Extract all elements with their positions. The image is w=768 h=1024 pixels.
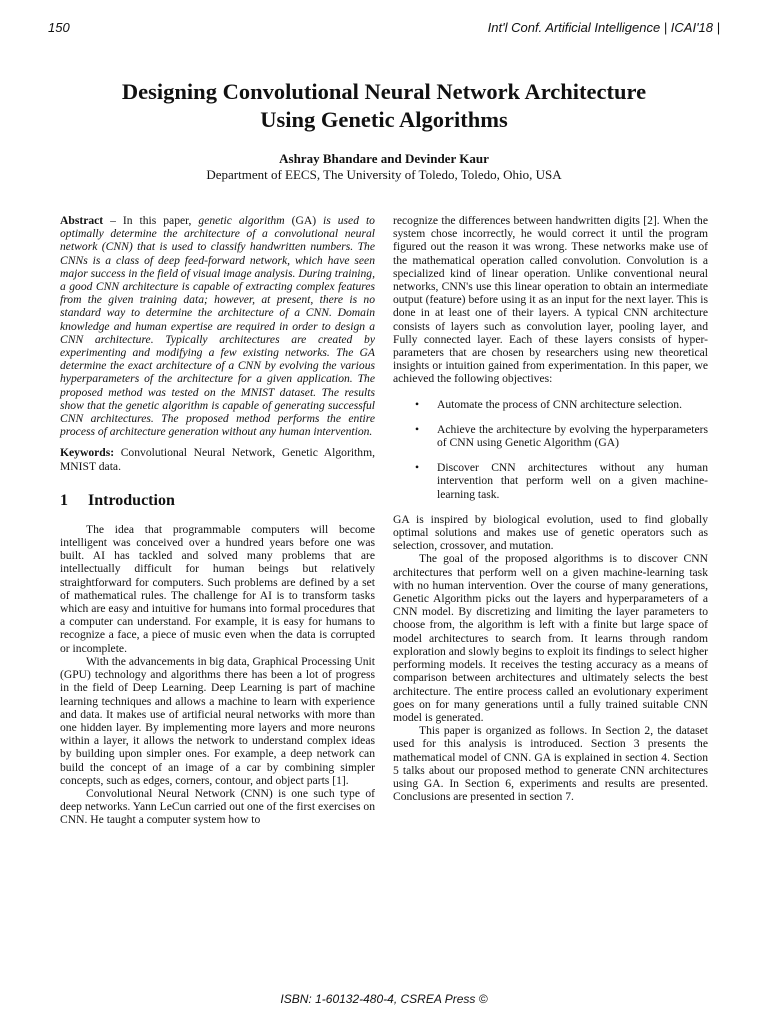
conference-name: Int'l Conf. Artificial Intelligence | ICAI'18 |: [487, 20, 720, 35]
bullet-icon: •: [415, 461, 420, 475]
abstract-label: Abstract: [60, 214, 104, 227]
ga-paragraph: GA is inspired by biological evolution, used to find globally optimal solutions and makes use of genetic operators such as selection, crossover, and mutation.: [393, 512, 708, 553]
abstract-text: is used to optimally determine the architecture of a convolutional neural network (CNN) that is used to classify handwritten numbers. The CNNs is a class of deep feed-forward network, which have seen major success in the field of visual image analysis. During training, a good CNN architecture is capable of extracting complex features from the given training data; however, at present, there is no standard way to determine the architecture of a CNN. Domain knowledge and human expertise are required in order to design a CNN architecture. Typically architectures are created by experimenting and modifying a few existing networks. The GA determine the exact architecture of a CNN by evolving the various hyperparameters of the architecture for a given application. The proposed method was tested on the MNIST dataset. The results show that the genetic algorithm is capable of generating successful CNN architectures. The proposed method performs the entire process of architecture generation without any human intervention.: [60, 214, 375, 439]
abstract-ga-term: genetic algorithm: [198, 214, 285, 227]
organization-paragraph: This paper is organized as follows. In Section 2, the dataset used for this analysis is introduced. Section 3 presents the mathematical model of CNN. GA is explained in section 4. Section 5 talks about our proposed method to generate CNN architectures using GA. In Section 6, experiments and results are presented. Conclusions are presented in section 7.: [393, 724, 708, 804]
affiliation: Department of EECS, The University of Toledo, Toledo, Ohio, USA: [206, 167, 562, 182]
list-item: [393, 423, 708, 449]
section-title: Introduction: [88, 491, 175, 509]
intro-paragraph-1: The idea that programmable computers will become intelligent was conceived over a hundred years before one was built. AI has tackled and solved many problems that are intellectually difficult for human beings but relatively straightforward for computers. Such problems are defined by a set of mathematical rules. The challenge for AI is to transform tasks which are easy and intuitive for humans into formal procedures that a computer can understand. For example, it is easy for humans to recognize a face, a piece of music even when the data is corrupted or incomplete.: [60, 522, 375, 655]
objective-text: Achieve the architecture by evolving the hyperparameters of CNN using Genetic Algorithm (GA): [437, 422, 708, 450]
keywords: [60, 446, 375, 472]
abstract-ga-abbr: (GA): [284, 214, 324, 227]
right-column: [393, 214, 708, 803]
section-number: 1: [60, 491, 68, 509]
section-heading-introduction: [60, 491, 375, 511]
abstract: [60, 214, 375, 438]
list-item: [393, 398, 708, 411]
keywords-text: Convolutional Neural Network, Genetic Algorithm, MNIST data.: [60, 446, 375, 473]
objective-text: Automate the process of CNN architecture selection.: [437, 397, 682, 411]
page-footer: ISBN: 1-60132-480-4, CSREA Press ©: [280, 992, 488, 1006]
abstract-intro: – In this paper,: [103, 214, 199, 227]
objective-text: Discover CNN architectures without any human intervention that perform well on a given machine-learning task.: [437, 461, 708, 501]
running-header: [48, 20, 720, 40]
intro-paragraph-continued: recognize the differences between handwritten digits [2]. When the system chose incorrectly, he would correct it until the program figured out the reason it was wrong. These networks make use of the mathematical operation called convolution. Convolution is a specialized kind of linear operation. Unlike conventional neural networks, CNN's use this linear operation to obtain an intermediate output (feature) before using it as an input for the next layer. This is done in at least one of their layers. A typical CNN architecture consists of layers such as convolution layer, pooling layer, and Fully connected layer. Each of these layers consists of hyper-parameters that are chosen by researchers using new theoretical insights or intuition gained from experimentation. In this paper, we achieved the following objectives:: [393, 214, 708, 386]
authors: Ashray Bhandare and Devinder Kaur: [279, 151, 489, 166]
list-item: [393, 461, 708, 501]
left-column: [60, 214, 375, 827]
title-line-2: Using Genetic Algorithms: [260, 107, 508, 132]
intro-paragraph-3: Convolutional Neural Network (CNN) is one such type of deep networks. Yann LeCun carried out one of the first exercises on CNN. He taught a computer system how to: [60, 786, 375, 827]
intro-paragraph-2: With the advancements in big data, Graphical Processing Unit (GPU) technology and algorithms there has been a lot of progress in the field of Deep Learning. Deep Learning is part of machine learning techniques and allows a machine to learn with experience and data. It makes use of artificial neural networks with more than one hidden layer. By implementing more layers and more neurons within a layer, it allows the network to understand complex ideas by building upon simpler ones. For example, a deep network can build the concept of an image of a car by combining simpler concepts, such as edges, corners, contour, and object parts [1].: [60, 654, 375, 787]
bullet-icon: •: [415, 422, 420, 436]
keywords-label: Keywords:: [60, 446, 115, 460]
objectives-list: [393, 398, 708, 501]
goal-paragraph: The goal of the proposed algorithms is to discover CNN architectures that perform well on a given machine-learning task with no human intervention. Over the course of many generations, Genetic Algorithm picks out the layers and hyperparameters of a CNN model. By discretizing and limiting the layer parameters to choose from, the algorithm is left with a finite but large space of model architectures to search from. It learns through random exploration and slowly begins to exploit its findings to select higher performing models. It receives the testing accuracy as a means of comparison between architectures and ultimately selects the best architecture. The entire process called an evolutionary experiment goes on for many generations until a fully trained suitable CNN model is generated.: [393, 552, 708, 724]
bullet-icon: •: [415, 397, 420, 411]
paper-title: [60, 78, 708, 134]
page-number: 150: [48, 20, 70, 35]
title-line-1: Designing Convolutional Neural Network Architecture: [121, 79, 647, 104]
